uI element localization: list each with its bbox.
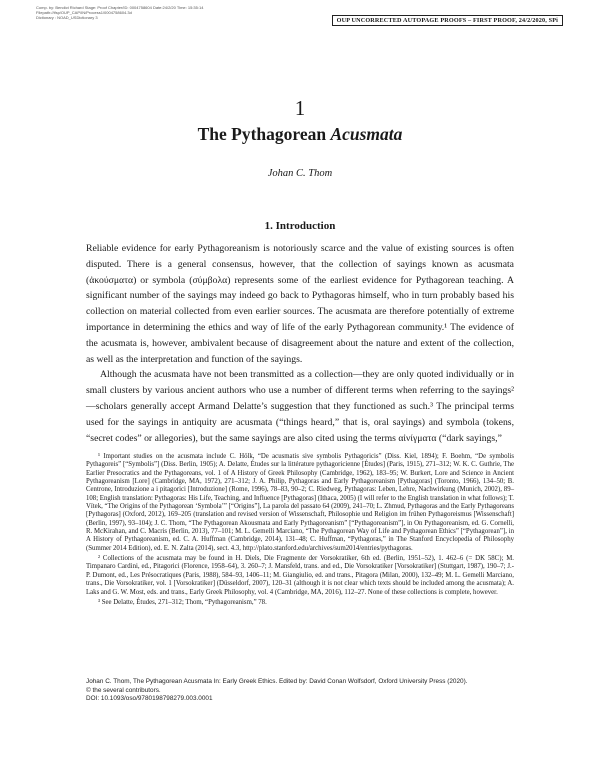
chapter-title-plain: The Pythagorean [197,124,331,144]
author-name: Johan C. Thom [267,168,333,179]
copyright-line: © the several contributors. [86,686,161,694]
doi-line: DOI: 10.1093/oso/9780198798279.003.0001 [86,695,213,703]
body-paragraph: Although the acusmata have not been transmitted as a collection—they are only quoted individually or in small clusters by various ancient authors who use a number of different terms when referring to the sayings²—scholars generally accept Armand Delatte’s suggestion that they functioned as such.³ The principal terms used for the sayings in antiquity are acusmata (“things heard,” that is, oral sayings) and symbola (tokens, “secret codes” or allegories), but the same sayings are also cited using the terms αἰνίγματα (“dark sayings,” [86,369,514,444]
footnote: ¹ Important studies on the acusmata include C. Hölk, “De acusmatis sive symbolis Pythagoricis” (Diss. Kiel, 1894); F. Boehm, “De symbolis Pythagoreis” [“Symbolis”] (Diss. Berlin, 1905); A. Delatte, Études sur la littérature pythagoricienne [Études] (Paris, 1915), 271–312; W. K. C. Guthrie, The Earlier Presocratics and the Pythagoreans, vol. 1 of A History of Greek Philosophy (Cambridge, 1962), 183–95; W. Burkert, Lore and Science in Ancient Pythagoreanism [Lore] (Cambridge, MA, 1972), 271–312; J. A. Philip, Pythagoras and Early Pythagoreanism [Pythagoras] (Toronto, 1966), 134–50; B. Centrone, Introduzione a i pitagorici [Introduzione] (Rome, 1996), 78–83, 90–2; C. Riedweg, Pythagoras: Leben, Lehre, Nachwirkung (Munich, 2002), 89–108; English translation: Pythagoras: His Life, Teaching, and Influence [Pythagoras] (Ithaca, 2005) (I will refer to the English translation in what follows); T. Vítek, “The Origins of the Pythagorean ‘Symbola’” [“Origins”], La parola del passato 64 (2009), 241–70; L. Zhmud, Pythagoras and the Early Pythagoreans [Pythagoras] (Oxford, 2012), 169–205 (translation and revised version of Wissenschaft, Philosophie und Religion im frühen Pythagoreismus [Wissenschaft] (Berlin, 1997), 93–104); J. C. Thom, “The Pythagorean Akousmata and Early Pythagoreanism” [“Pythagoreanism”], in On Pythagoreanism, ed. G. Cornelli, R. McKirahan, and C. Macris (Berlin, 2013), 77–101; M. L. Gemelli Marciano, “The Pythagorean Way of Life and Pythagorean Ethics” [“Pythagorean”], in A History of Pythagoreanism, ed. C. A. Huffman (Cambridge, 2014), 131–48; C. Huffman, “Pythagoras,” in The Stanford Encyclopedia of Philosophy (Summer 2014 Edition), ed. E. N. Zalta (2014), sect. 4.3, http://plato.stanford.edu/archives/sum2014/entries/pythagoras. [86,453,514,552]
chapter-number: 1 [294,96,306,120]
footnote: ² Collections of the acusmata may be found in H. Diels, Die Fragmente der Vorsokratiker, 6th ed. (Berlin, 1951–52), 1. 462–6 (= DK 58C); M. Timpanaro Cardini, ed., Pitagorici (Florence, 1958–64), 3. 260–7; J. Mansfeld, trans. and ed., Die Vorsokratiker [Vorsokratiker] (Stuttgart, 1987), 190–7; J.-P. Dumont, ed., Les Présocratiques (Paris, 1988), 584–93, 1406–11; M. Giangiulio, ed. and trans., Pitagora (Milan, 2000), 132–49; M. L. Gemelli Marciano, trans., Die Vorsokratiker, vol. 1 [Vorsokratiker] (Düsseldorf, 2007), 120–31 (although it is not clear which texts should be included among the acusmata); A. Laks and G. W. Most, eds. and trans., Early Greek Philosophy, vol. 4 (Cambridge, MA, 2016), 112–27. None of these collections is complete, however. [86,555,514,596]
proof-meta-line: Comp. by: Bendict Richard Stage: Proof Chapter/ID: 0004758604 Date:24/2/20 Time: 15:35:14 [36,5,204,10]
proof-meta-line: Filepath://ifsp/OUP_CAP/IN/Process1/0004758604.3d [36,10,132,15]
proof-banner: OUP UNCORRECTED AUTOPAGE PROOFS – FIRST PROOF, 24/2/2020, SPi [332,15,563,26]
footnote: ³ See Delatte, Études, 271–312; Thom, “Pythagoreanism,” 78. [98,598,267,606]
body-text [86,241,514,446]
proof-meta-line: Dictionary : NOAD_USDictionary 3 [36,15,98,20]
chapter-title [0,124,600,145]
section-heading: 1. Introduction [264,220,336,232]
source-info [86,678,526,704]
body-paragraph: Reliable evidence for early Pythagoreanism is notoriously scarce and the value of existing sources is often disputed. There is a general consensus, however, that the collection of sayings known as acusmata (ἀκούσματα) or symbola (σύμβολα) represents some of the earliest evidence for Pythagorean teaching. A significant number of the sayings may indeed go back to Pythagoras himself, who in turn probably based his collection on material collected from even earlier sources. The acusmata are therefore potentially of extreme importance in determining the ethics and way of life of the early Pythagorean community.¹ The evidence of the acusmata is, however, ambivalent because of disagreement about the nature and extent of the collection, as well as the interpretation and function of the sayings. [86,243,514,365]
chapter-title-italic: Acusmata [330,124,403,144]
citation-line: Johan C. Thom, The Pythagorean Acusmata In: Early Greek Ethics. Edited by: David Conan Wolfsdorf, Oxford University Press (2020). [86,678,468,685]
proof-metadata [36,5,203,20]
footnotes [86,453,514,607]
